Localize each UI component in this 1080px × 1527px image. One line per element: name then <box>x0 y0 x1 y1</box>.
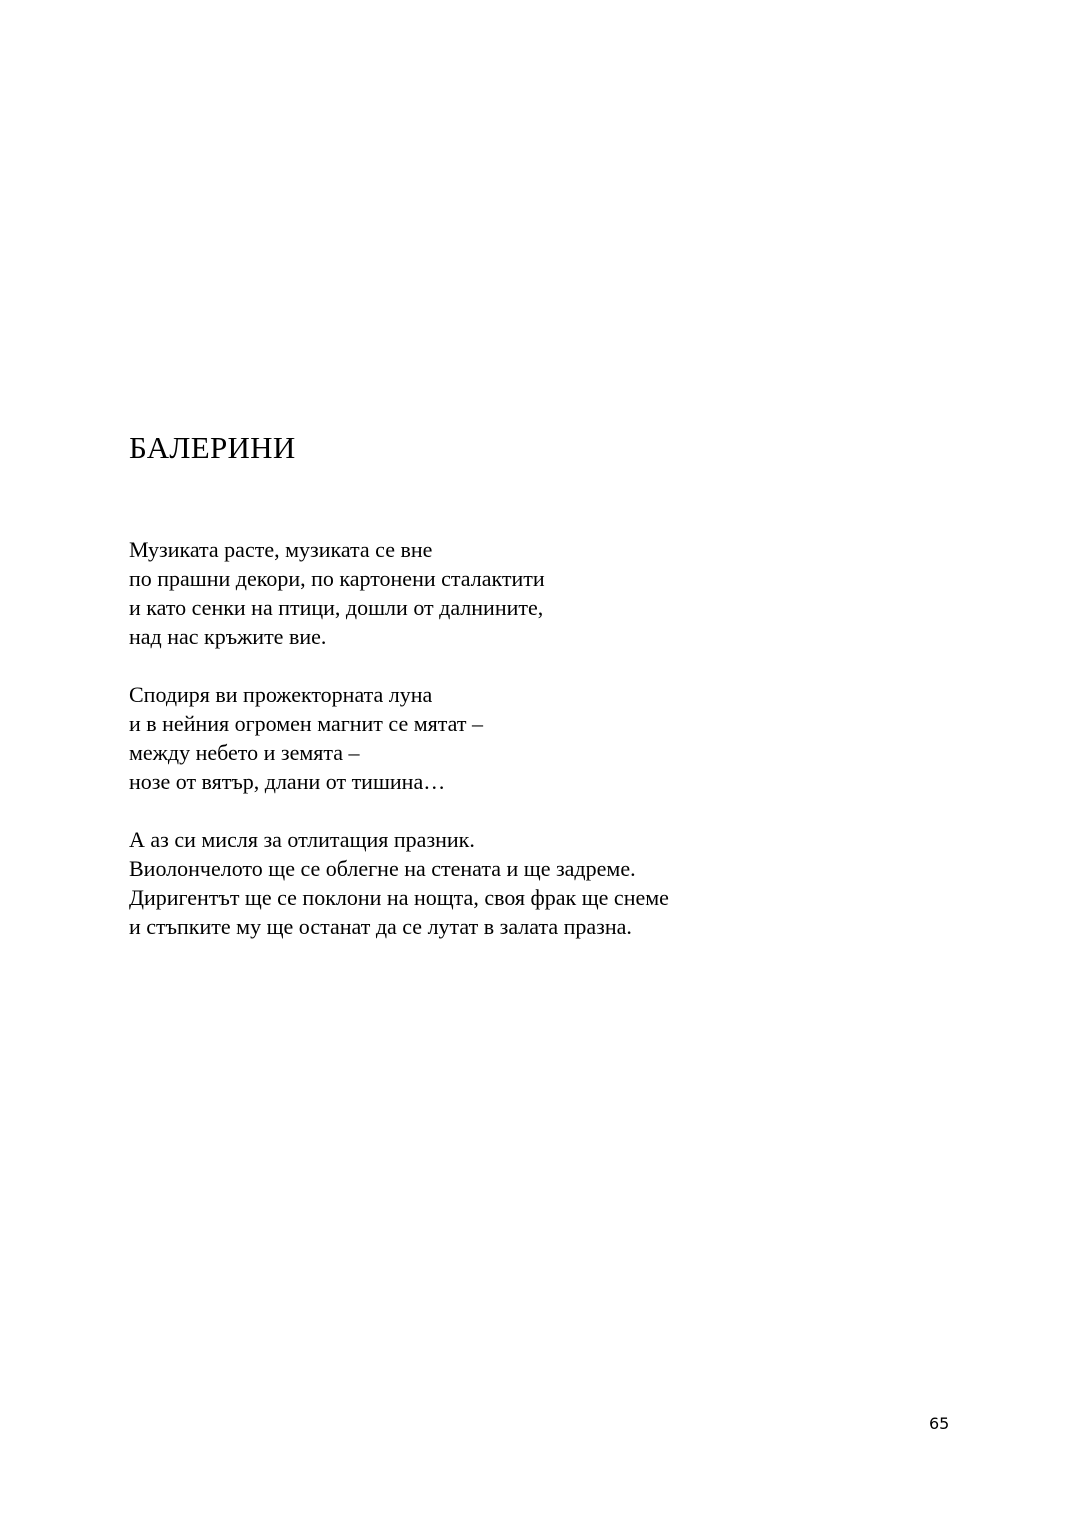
poem-line: Диригентът ще се поклони на нощта, своя фрак ще снеме <box>129 885 669 910</box>
poem-line: Музиката расте, музиката се вне <box>129 537 433 562</box>
poem-line: и стъпките му ще останат да се лутат в залата празна. <box>129 914 632 939</box>
poem-line: Сподиря ви прожекторната луна <box>129 682 433 707</box>
poem-line: и в нейния огромен магнит се мятат – <box>129 711 483 736</box>
poem-line: нозе от вятър, длани от тишина… <box>129 769 446 794</box>
stanza-3 <box>129 825 929 941</box>
stanza-2 <box>129 680 929 796</box>
stanza-1 <box>129 535 929 651</box>
page-number: 65 <box>929 1414 950 1433</box>
poem-line: и като сенки на птици, дошли от далнините, <box>129 595 544 620</box>
poem-line: между небето и земята – <box>129 740 360 765</box>
poem-title: БАЛЕРИНИ <box>129 430 296 465</box>
poem-line: по прашни декори, по картонени сталактити <box>129 566 545 591</box>
poem-line: над нас кръжите вие. <box>129 624 327 649</box>
poem-line: Виолончелото ще се облегне на стената и ще задреме. <box>129 856 636 881</box>
poem-body <box>129 535 929 970</box>
poem-line: А аз си мисля за отлитащия празник. <box>129 827 475 852</box>
